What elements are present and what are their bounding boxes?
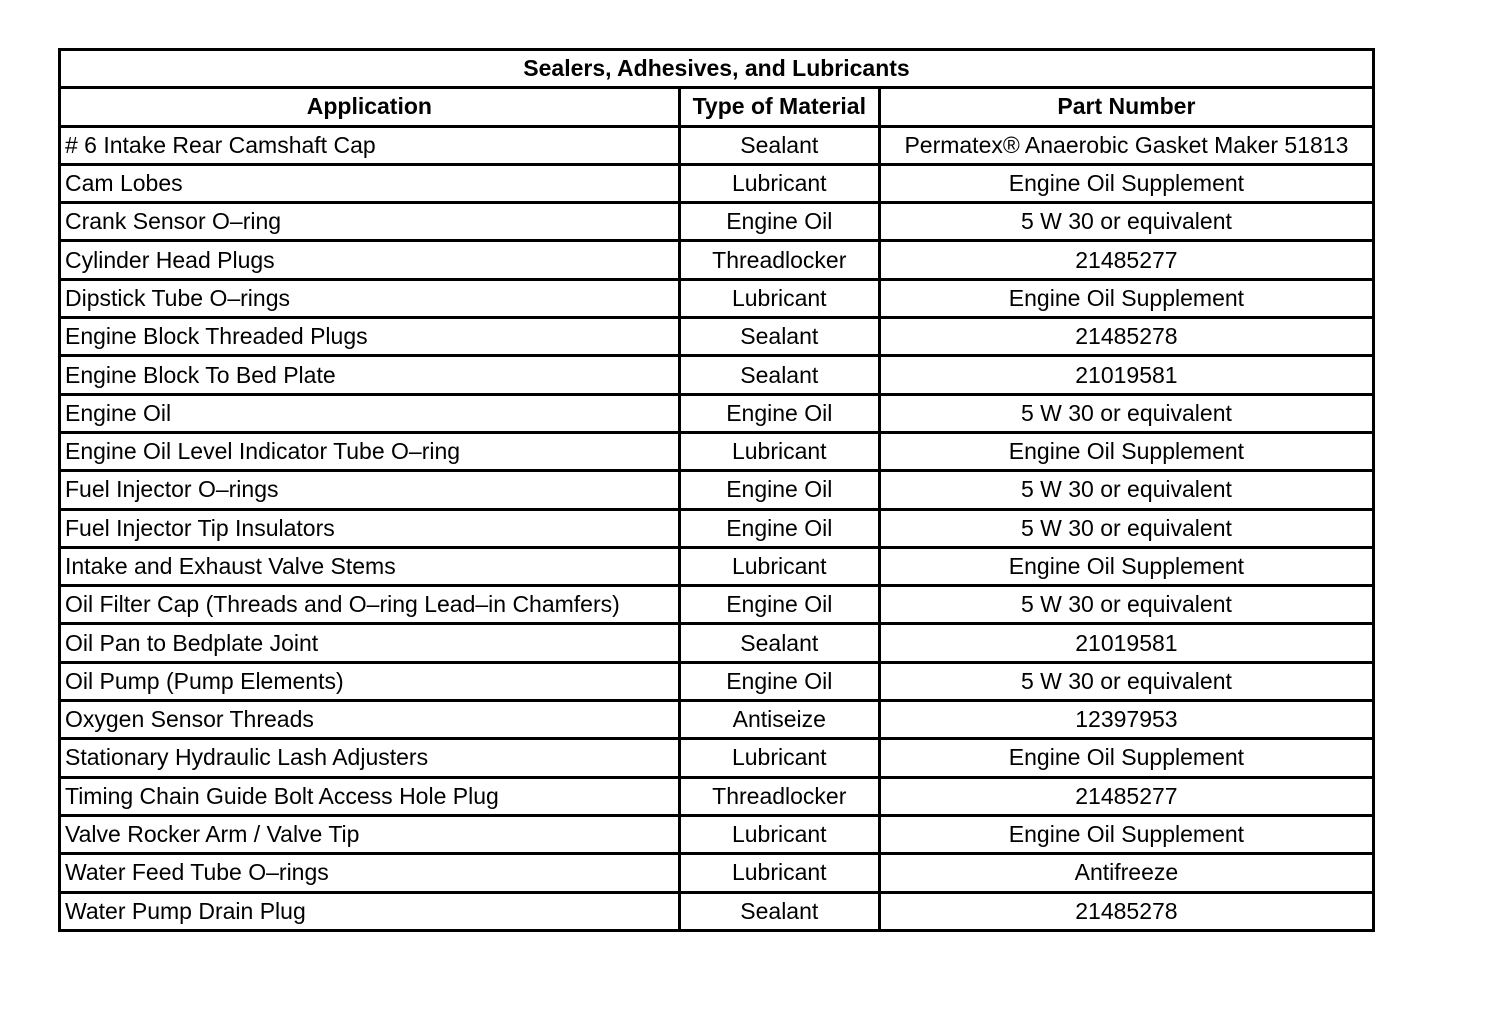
table-row bbox=[60, 471, 1374, 509]
header-part-number: Part Number bbox=[879, 88, 1373, 126]
table-row bbox=[60, 394, 1374, 432]
material-type-cell: Engine Oil bbox=[679, 662, 879, 700]
table-row bbox=[60, 624, 1374, 662]
application-cell: Dipstick Tube O–rings bbox=[60, 279, 680, 317]
table-row bbox=[60, 318, 1374, 356]
part-number-cell: Engine Oil Supplement bbox=[879, 739, 1373, 777]
part-number-cell: 21485278 bbox=[879, 892, 1373, 930]
material-type-cell: Sealant bbox=[679, 126, 879, 164]
material-type-cell: Lubricant bbox=[679, 815, 879, 853]
material-type-cell: Sealant bbox=[679, 892, 879, 930]
material-type-cell: Lubricant bbox=[679, 854, 879, 892]
application-cell: Oxygen Sensor Threads bbox=[60, 701, 680, 739]
table-row bbox=[60, 777, 1374, 815]
part-number-cell: 5 W 30 or equivalent bbox=[879, 586, 1373, 624]
sealers-adhesives-lubricants-table bbox=[58, 48, 1375, 932]
table-title-row bbox=[60, 50, 1374, 88]
application-cell: Crank Sensor O–ring bbox=[60, 203, 680, 241]
table-row bbox=[60, 547, 1374, 585]
material-type-cell: Lubricant bbox=[679, 164, 879, 202]
part-number-cell: 21485277 bbox=[879, 241, 1373, 279]
part-number-cell: Engine Oil Supplement bbox=[879, 815, 1373, 853]
table-row bbox=[60, 279, 1374, 317]
material-type-cell: Sealant bbox=[679, 356, 879, 394]
table-row bbox=[60, 854, 1374, 892]
part-number-cell: 5 W 30 or equivalent bbox=[879, 471, 1373, 509]
material-type-cell: Sealant bbox=[679, 318, 879, 356]
application-cell: Oil Pan to Bedplate Joint bbox=[60, 624, 680, 662]
material-type-cell: Sealant bbox=[679, 624, 879, 662]
application-cell: Valve Rocker Arm / Valve Tip bbox=[60, 815, 680, 853]
header-type-of-material: Type of Material bbox=[679, 88, 879, 126]
material-type-cell: Threadlocker bbox=[679, 241, 879, 279]
table-header-row bbox=[60, 88, 1374, 126]
application-cell: Water Feed Tube O–rings bbox=[60, 854, 680, 892]
table-row bbox=[60, 432, 1374, 470]
application-cell: Engine Block Threaded Plugs bbox=[60, 318, 680, 356]
material-type-cell: Engine Oil bbox=[679, 586, 879, 624]
material-type-cell: Lubricant bbox=[679, 739, 879, 777]
header-application: Application bbox=[60, 88, 680, 126]
application-cell: # 6 Intake Rear Camshaft Cap bbox=[60, 126, 680, 164]
application-cell: Intake and Exhaust Valve Stems bbox=[60, 547, 680, 585]
table-row bbox=[60, 586, 1374, 624]
application-cell: Engine Oil bbox=[60, 394, 680, 432]
part-number-cell: Engine Oil Supplement bbox=[879, 279, 1373, 317]
table-title: Sealers, Adhesives, and Lubricants bbox=[60, 50, 1374, 88]
table-row bbox=[60, 739, 1374, 777]
part-number-cell: Engine Oil Supplement bbox=[879, 547, 1373, 585]
application-cell: Fuel Injector O–rings bbox=[60, 471, 680, 509]
material-type-cell: Engine Oil bbox=[679, 509, 879, 547]
part-number-cell: 5 W 30 or equivalent bbox=[879, 662, 1373, 700]
material-type-cell: Engine Oil bbox=[679, 471, 879, 509]
part-number-cell: 21485278 bbox=[879, 318, 1373, 356]
table-row bbox=[60, 164, 1374, 202]
part-number-cell: Permatex® Anaerobic Gasket Maker 51813 bbox=[879, 126, 1373, 164]
part-number-cell: 5 W 30 or equivalent bbox=[879, 509, 1373, 547]
part-number-cell: 21485277 bbox=[879, 777, 1373, 815]
part-number-cell: 5 W 30 or equivalent bbox=[879, 394, 1373, 432]
application-cell: Cylinder Head Plugs bbox=[60, 241, 680, 279]
table-row bbox=[60, 892, 1374, 930]
application-cell: Cam Lobes bbox=[60, 164, 680, 202]
material-type-cell: Antiseize bbox=[679, 701, 879, 739]
application-cell: Engine Block To Bed Plate bbox=[60, 356, 680, 394]
material-type-cell: Lubricant bbox=[679, 432, 879, 470]
table-row bbox=[60, 126, 1374, 164]
application-cell: Oil Pump (Pump Elements) bbox=[60, 662, 680, 700]
application-cell: Fuel Injector Tip Insulators bbox=[60, 509, 680, 547]
part-number-cell: Engine Oil Supplement bbox=[879, 432, 1373, 470]
table-row bbox=[60, 203, 1374, 241]
application-cell: Engine Oil Level Indicator Tube O–ring bbox=[60, 432, 680, 470]
material-type-cell: Lubricant bbox=[679, 279, 879, 317]
material-type-cell: Threadlocker bbox=[679, 777, 879, 815]
table-body bbox=[60, 126, 1374, 930]
part-number-cell: Antifreeze bbox=[879, 854, 1373, 892]
application-cell: Water Pump Drain Plug bbox=[60, 892, 680, 930]
table-row bbox=[60, 356, 1374, 394]
table-row bbox=[60, 701, 1374, 739]
material-type-cell: Lubricant bbox=[679, 547, 879, 585]
part-number-cell: 12397953 bbox=[879, 701, 1373, 739]
table-row bbox=[60, 815, 1374, 853]
part-number-cell: 21019581 bbox=[879, 356, 1373, 394]
table-row bbox=[60, 662, 1374, 700]
part-number-cell: Engine Oil Supplement bbox=[879, 164, 1373, 202]
table-row bbox=[60, 509, 1374, 547]
material-type-cell: Engine Oil bbox=[679, 394, 879, 432]
application-cell: Oil Filter Cap (Threads and O–ring Lead–in Chamfers) bbox=[60, 586, 680, 624]
part-number-cell: 5 W 30 or equivalent bbox=[879, 203, 1373, 241]
application-cell: Stationary Hydraulic Lash Adjusters bbox=[60, 739, 680, 777]
application-cell: Timing Chain Guide Bolt Access Hole Plug bbox=[60, 777, 680, 815]
table-row bbox=[60, 241, 1374, 279]
material-type-cell: Engine Oil bbox=[679, 203, 879, 241]
part-number-cell: 21019581 bbox=[879, 624, 1373, 662]
